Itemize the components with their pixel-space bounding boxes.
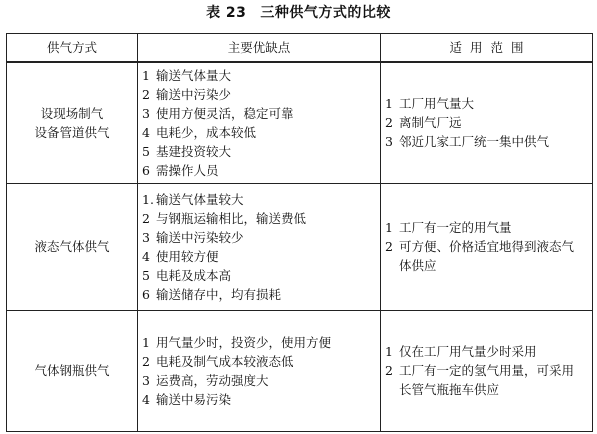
method-cell [7, 62, 138, 184]
method-line: 设现场制气 [40, 105, 104, 121]
item-number: 4 [142, 124, 150, 140]
table-row [7, 183, 593, 310]
list-item [142, 190, 374, 209]
item-text: 基建投资较大 [156, 143, 232, 159]
item-text: 电耗少，成本较低 [156, 124, 257, 140]
item-text: 仅在工厂用气量少时采用 [399, 344, 537, 359]
item-text: 使用较方便 [156, 248, 219, 264]
list-item [385, 342, 586, 361]
item-number: 2 [385, 115, 393, 130]
scope-cell [381, 183, 593, 310]
list-item [142, 390, 374, 409]
list-item [385, 218, 586, 237]
item-text: 需操作人员 [156, 162, 219, 178]
item-number: 1 [142, 334, 150, 350]
method-cell [7, 310, 138, 431]
table-caption [0, 3, 597, 23]
item-text: 离制气厂远 [399, 115, 462, 130]
item-number: 6 [142, 286, 150, 302]
method-line: 设备管道供气 [34, 124, 110, 140]
item-text: 输送中污染较少 [156, 229, 244, 245]
list-item [142, 352, 374, 371]
pros-cons-cell [138, 310, 381, 431]
item-text: 输送储存中，均有损耗 [156, 286, 282, 302]
item-text: 输送中污染少 [156, 86, 232, 102]
comparison-table [6, 33, 593, 432]
header-pros-cons: 主要优缺点 [138, 34, 381, 62]
item-text: 电耗及制气成本较液态低 [156, 353, 294, 369]
list-item [385, 113, 586, 132]
item-number: 2 [385, 239, 393, 254]
pros-cons-list [142, 190, 374, 304]
item-text: 运费高，劳动强度大 [156, 372, 269, 388]
item-text: 邻近几家工厂统一集中供气 [399, 134, 550, 149]
table-row [7, 62, 593, 184]
list-item [142, 66, 374, 85]
item-text: 与钢瓶运输相比，输送费低 [156, 210, 307, 226]
item-text: 使用方便灵活，稳定可靠 [156, 105, 294, 121]
scope-list [385, 342, 586, 399]
item-text: 可方便、价格适宜地得到液态气体供应 [399, 239, 575, 273]
item-number: 1 [385, 96, 393, 111]
item-number: 1 [385, 344, 393, 359]
item-number: 4 [142, 391, 150, 407]
list-item [142, 228, 374, 247]
item-number: 2 [142, 353, 150, 369]
item-number: 1. [142, 191, 154, 207]
list-item [142, 333, 374, 352]
item-number: 4 [142, 248, 150, 264]
item-number: 5 [142, 143, 150, 159]
table-number: 表 23 [206, 5, 247, 21]
item-number: 1 [142, 67, 150, 83]
item-number: 2 [142, 210, 150, 226]
scope-list [385, 218, 586, 275]
list-item [142, 247, 374, 266]
scope-cell [381, 62, 593, 184]
list-item [142, 209, 374, 228]
method-line: 液态气体供气 [34, 239, 110, 254]
list-item [142, 142, 374, 161]
item-number: 3 [142, 105, 150, 121]
pros-cons-list [142, 66, 374, 180]
item-number: 6 [142, 162, 150, 178]
header-method: 供气方式 [7, 34, 138, 62]
list-item [142, 266, 374, 285]
list-item [385, 132, 586, 151]
list-item [385, 361, 586, 399]
item-number: 3 [142, 229, 150, 245]
method-line: 气体钢瓶供气 [34, 363, 110, 378]
item-text: 用气量少时，投资少，使用方便 [156, 334, 332, 350]
list-item [142, 85, 374, 104]
item-text: 输送气体量大 [156, 67, 232, 83]
list-item [142, 104, 374, 123]
list-item [142, 285, 374, 304]
header-scope-label: 适用范围 [449, 39, 532, 55]
item-text: 工厂有一定的用气量 [399, 220, 512, 235]
item-number: 2 [385, 363, 393, 378]
table-title: 三种供气方式的比较 [260, 5, 391, 21]
item-text: 输送中易污染 [156, 391, 232, 407]
item-text: 电耗及成本高 [156, 267, 232, 283]
list-item [142, 123, 374, 142]
method-cell [7, 183, 138, 310]
pros-cons-cell [138, 183, 381, 310]
list-item [385, 237, 586, 275]
header-scope [381, 34, 593, 62]
list-item [142, 371, 374, 390]
table-row [7, 310, 593, 431]
pros-cons-list [142, 333, 374, 409]
pros-cons-cell [138, 62, 381, 184]
header-row [7, 34, 593, 62]
item-text: 工厂用气量大 [399, 96, 475, 111]
list-item [385, 94, 586, 113]
item-number: 5 [142, 267, 150, 283]
item-number: 3 [385, 134, 393, 149]
item-number: 1 [385, 220, 393, 235]
item-number: 2 [142, 86, 150, 102]
item-text: 输送气体量较大 [156, 191, 244, 207]
item-text: 工厂有一定的氢气用量，可采用长管气瓶拖车供应 [399, 363, 575, 397]
scope-cell [381, 310, 593, 431]
list-item [142, 161, 374, 180]
item-number: 3 [142, 372, 150, 388]
scope-list [385, 94, 586, 151]
